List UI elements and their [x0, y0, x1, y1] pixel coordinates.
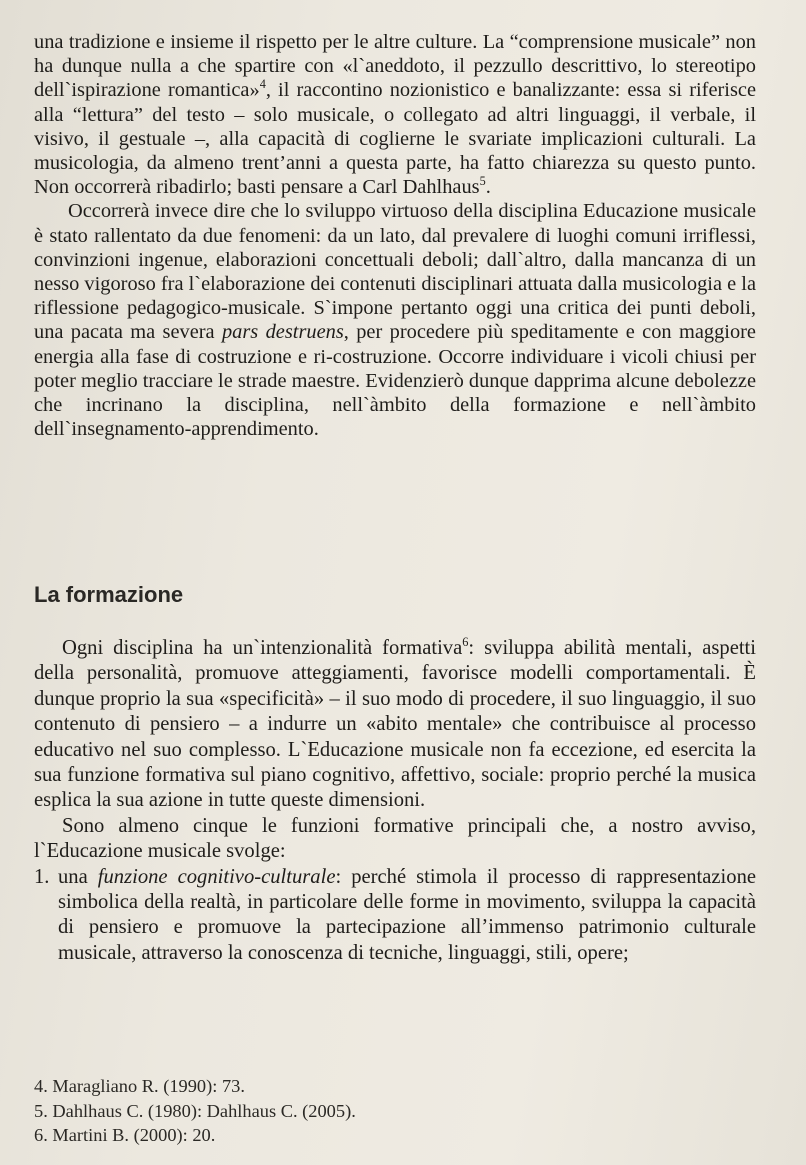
- footnotes: [34, 1074, 356, 1148]
- section-heading: La formazione: [34, 582, 184, 607]
- list-item-italic: funzione cognitivo-culturale: [97, 865, 336, 888]
- list-item-number: 1.: [34, 865, 50, 888]
- paragraph-3-text-cont: : sviluppa abilità mentali, aspetti della personalità, promuove atteggiamenti, favorisce modelli comportamentali. È dunque proprio la sua «specificità» – il suo modo di procedere, il suo linguaggio, il suo contenuto di pensiero – a indurre un «abito mentale» che contribuisce al processo educativo nel suo complesso. L`Educazione musicale non fa eccezione, ed esercita la sua funzione formativa sul piano cognitivo, affettivo, sociale: proprio perché la musica esplica la sua azione in tutte queste dimensioni.: [34, 637, 757, 812]
- footnote-ref-4: 4: [259, 77, 266, 92]
- paragraph-2-text-cont: , per procedere più speditamente e con maggiore energia alla fase di costruzione e ri-costruzione. Occorre individuare i vicoli chiusi per poter meglio tracciare le strade maestre. Evidenzierò dunque dapprima alcune debolezze che incrinano la disciplina, nell`àmbito della formazione e nell`àmbito dell`insegnamento-apprendimento.: [34, 321, 756, 441]
- paragraph-1-end: .: [485, 176, 491, 199]
- text-block-top: [34, 30, 756, 441]
- paragraph-1: [34, 30, 756, 199]
- list-item-prefix: una: [58, 865, 98, 888]
- footnote-ref-6: 6: [462, 635, 469, 650]
- paragraph-4-text: Sono almeno cinque le funzioni formative principali che, a nostro avviso, l`Educazione musicale svolge:: [34, 814, 756, 863]
- paragraph-2-text: Occorrerà invece dire che lo sviluppo virtuoso della disciplina Educazione musicale è stato rallentato da due fenomeni: da un lato, dal prevalere di luoghi comuni irriflessi, convinzioni ingenue, elaborazioni concettuali deboli; dall`altro, dalla mancanza di un nesso vigoroso fra l`elaborazione dei contenuti disciplinari attuata dalla musicologia e la riflessione pedagogico-musicale. S`impone pertanto oggi una critica dei punti deboli, una pacata ma severa: [34, 200, 756, 344]
- footnote-ref-5: 5: [479, 174, 486, 189]
- paragraph-2: [34, 199, 756, 441]
- paragraph-2-italic: pars destruens: [221, 321, 344, 344]
- paragraph-1-text: una tradizione e insieme il rispetto per le altre culture. La “comprensione musicale” non ha dunque nulla a che spartire con «l`aneddoto, il pezzullo descrittivo, lo stereotipo dell`ispirazione romantica»: [34, 31, 756, 102]
- footnote-6: 6. Martini B. (2000): 20.: [34, 1125, 216, 1145]
- list-item: [34, 865, 756, 967]
- list-item-text: : perché stimola il processo di rappresentazione simbolica della realtà, in particolare delle forme in movimento, sviluppa la capacità di pensiero e promuove la partecipazione all’immenso patrimonio culturale musicale, attraverso la conoscenza di tecniche, linguaggi, stili, opere;: [58, 865, 756, 964]
- paragraph-1-text-cont: , il raccontino nozionistico e banalizzante: essa si riferisce alla “lettura” del testo – solo musicale, o collegato ad altri linguaggi, il verbale, il visivo, il gestuale –, alla capacità di coglierne le svariate implicazioni culturali. La musicologia, da almeno trent’anni a questa parte, ha fatto chiarezza su questo punto. Non occorrerà ribadirlo; basti pensare a Carl Dahlhaus: [34, 79, 756, 199]
- paragraph-3: [34, 636, 756, 814]
- text-block-section: [34, 636, 756, 966]
- functions-list: [34, 865, 756, 967]
- footnote-4: 4. Maragliano R. (1990): 73.: [34, 1076, 245, 1096]
- footnote-5: 5. Dahlhaus C. (1980): Dahlhaus C. (2005).: [34, 1100, 356, 1121]
- paragraph-4: [34, 814, 756, 865]
- paragraph-3-text: Ogni disciplina ha un`intenzionalità formativa: [62, 637, 463, 659]
